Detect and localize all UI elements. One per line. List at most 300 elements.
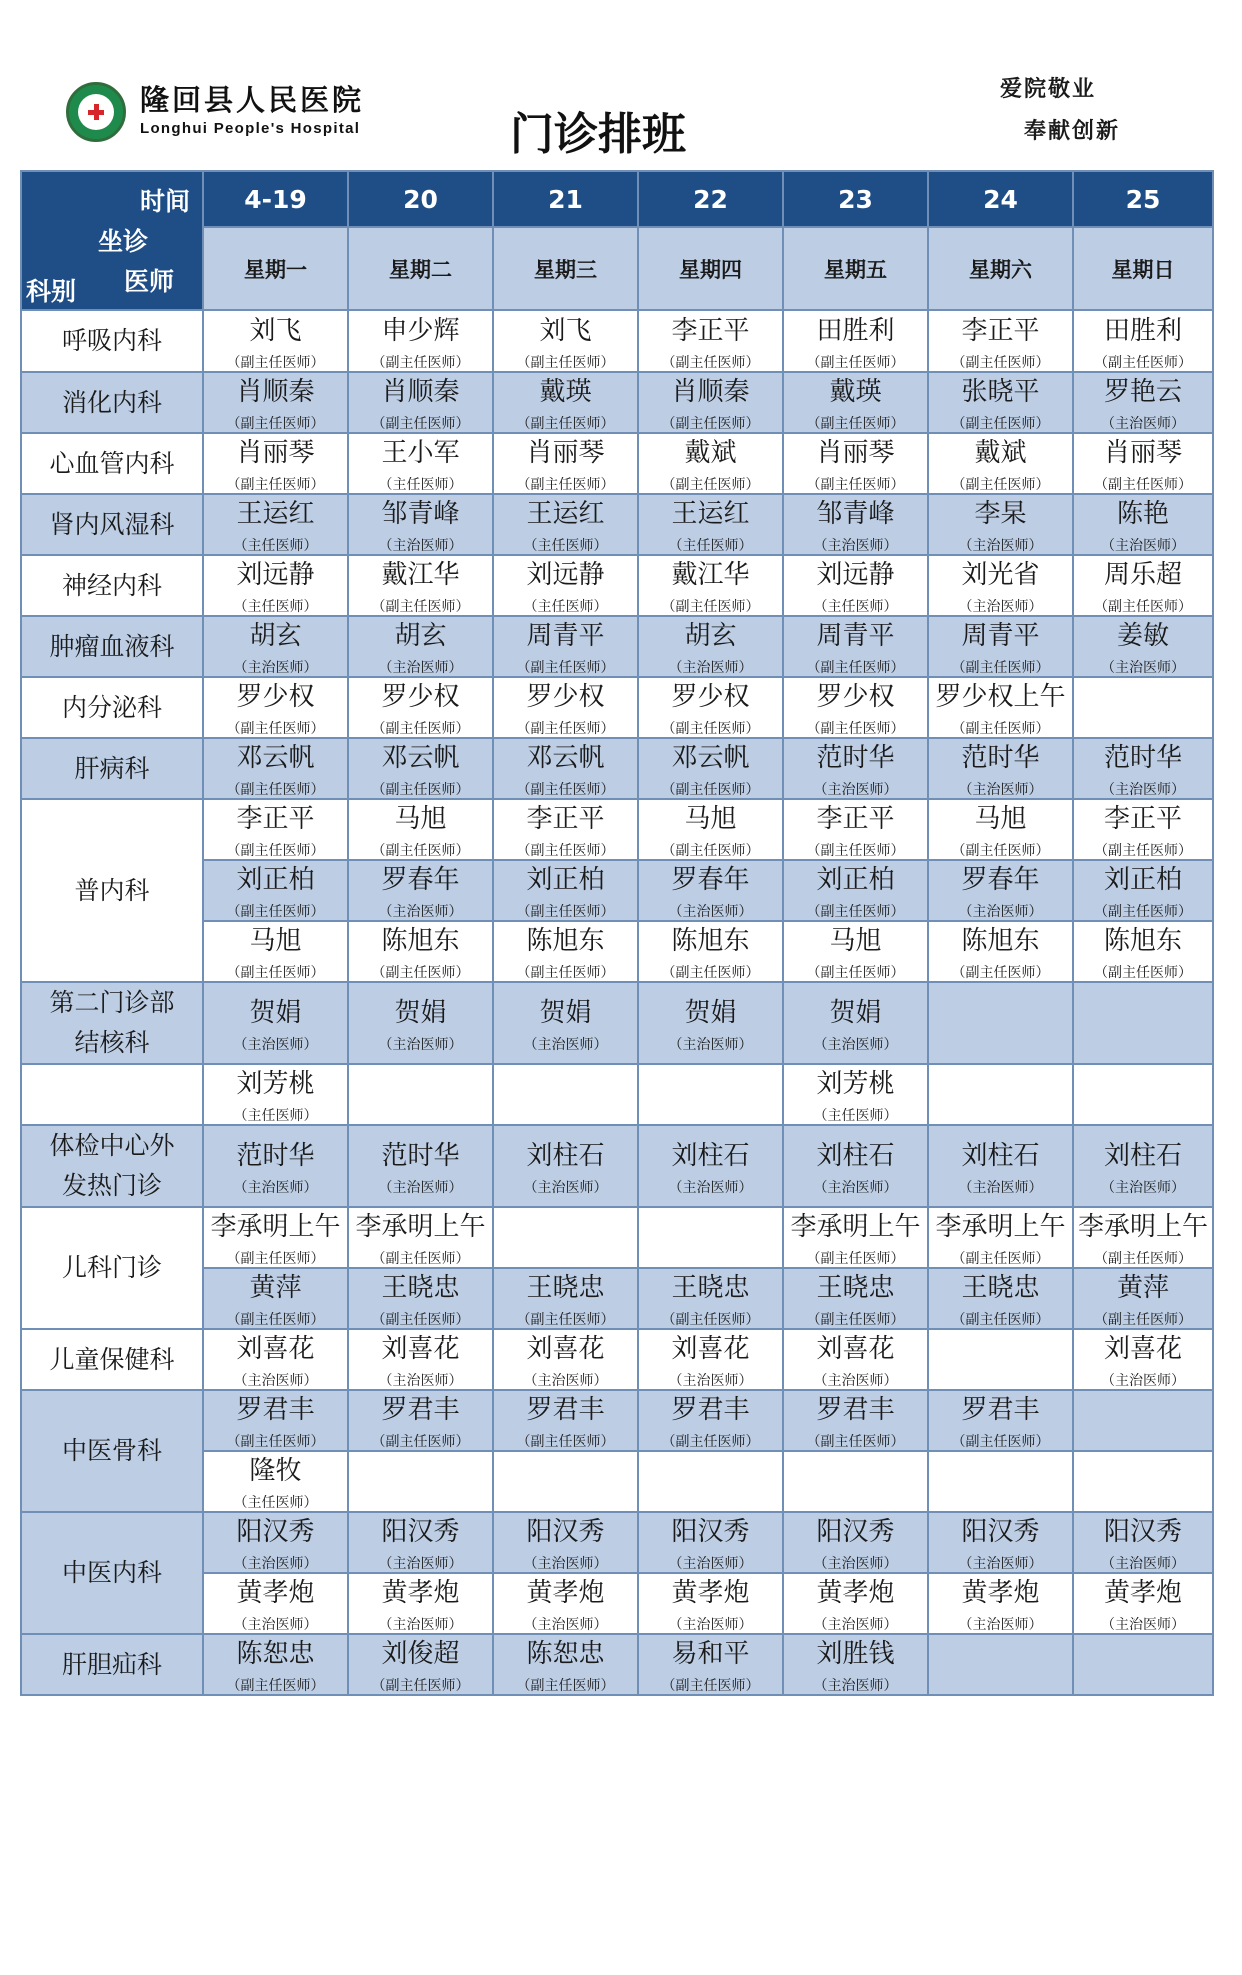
doctor-name: 周青平 xyxy=(816,621,895,651)
doctor-name: 罗少权上午 xyxy=(935,682,1066,712)
doctor-title: （副主任医师） xyxy=(371,1678,470,1694)
doctor-name: 刘喜花 xyxy=(381,1334,460,1364)
schedule-row xyxy=(21,1064,1213,1125)
doctor-name: 李承明上午 xyxy=(355,1212,486,1242)
doctor-cell xyxy=(928,1125,1073,1207)
doctor-cell xyxy=(348,494,493,555)
doctor-title: （副主任医师） xyxy=(226,477,325,493)
doctor-title: （主治医师） xyxy=(958,1179,1043,1196)
doctor-cell xyxy=(783,1268,928,1329)
doctor-cell xyxy=(928,1207,1073,1268)
schedule-row xyxy=(21,1390,1213,1451)
doctor-name: 刘远静 xyxy=(236,560,315,590)
doctor-title: （副主任医师） xyxy=(1094,354,1192,371)
doctor-cell xyxy=(928,616,1073,677)
doctor-name: 胡玄 xyxy=(249,621,302,651)
department-name: 中医内科 xyxy=(61,1558,162,1587)
department-cell xyxy=(21,1125,203,1207)
doctor-cell xyxy=(783,1634,928,1695)
doctor-name: 贺娟 xyxy=(394,997,447,1028)
doctor-name: 刘飞 xyxy=(249,315,302,346)
doctor-title: （副主任医师） xyxy=(371,721,470,737)
doctor-cell xyxy=(638,310,783,372)
doctor-title: （副主任医师） xyxy=(661,1678,760,1694)
doctor-title: （主治医师） xyxy=(813,1678,898,1694)
doctor-cell xyxy=(493,1451,638,1512)
doctor-name: 刘正柏 xyxy=(816,865,895,895)
doctor-name xyxy=(1074,701,1212,705)
doctor-title: （主治医师） xyxy=(378,538,463,554)
doctor-name: 王晓忠 xyxy=(961,1273,1040,1303)
doctor-name: 刘正柏 xyxy=(236,865,315,895)
doctor-name: 阳汉秀 xyxy=(816,1517,895,1547)
doctor-cell xyxy=(348,1512,493,1573)
doctor-name xyxy=(639,1088,782,1092)
doctor-cell xyxy=(203,1329,348,1390)
doctor-name: 贺娟 xyxy=(539,997,592,1028)
doctor-title: （副主任医师） xyxy=(951,721,1050,737)
doctor-cell xyxy=(1073,1207,1213,1268)
doctor-title: （副主任医师） xyxy=(516,782,615,798)
doctor-title: （副主任医师） xyxy=(1094,477,1192,493)
department-name: 体检中心外 xyxy=(49,1131,175,1160)
doctor-cell xyxy=(783,555,928,616)
doctor-cell xyxy=(783,433,928,494)
department-name: 神经内科 xyxy=(61,570,162,600)
doctor-name: 陈恕忠 xyxy=(236,1639,315,1669)
doctor-title: （副主任医师） xyxy=(661,782,760,798)
doctor-title: （副主任医师） xyxy=(661,843,760,859)
doctor-cell xyxy=(348,310,493,372)
doctor-title: （主治医师） xyxy=(378,1373,463,1389)
doctor-cell xyxy=(638,1207,783,1268)
doctor-cell xyxy=(783,921,928,982)
doctor-title: （主治医师） xyxy=(958,599,1043,615)
doctor-cell xyxy=(348,1329,493,1390)
date-header-cell: 24 xyxy=(928,171,1073,227)
doctor-name: 罗艳云 xyxy=(1103,377,1182,407)
department-name: 内分泌科 xyxy=(61,692,162,722)
doctor-name: 陈旭东 xyxy=(961,926,1040,956)
department-name: 中医骨科 xyxy=(61,1436,162,1465)
doctor-cell xyxy=(203,738,348,799)
doctor-title: （副主任医师） xyxy=(516,904,615,920)
doctor-cell xyxy=(928,310,1073,372)
doctor-title: （副主任医师） xyxy=(951,1251,1050,1267)
doctor-cell xyxy=(348,738,493,799)
doctor-cell xyxy=(203,433,348,494)
doctor-title: （副主任医师） xyxy=(516,965,615,981)
doctor-name: 陈艳 xyxy=(1116,499,1169,529)
doctor-title: （副主任医师） xyxy=(371,416,470,432)
department-name: 结核科 xyxy=(74,1028,150,1057)
department-cell xyxy=(21,1064,203,1125)
doctor-cell xyxy=(638,1268,783,1329)
doctor-name: 陈恕忠 xyxy=(526,1639,605,1669)
doctor-name xyxy=(929,1475,1072,1479)
doctor-cell xyxy=(783,1451,928,1512)
doctor-title: （副主任医师） xyxy=(371,1312,470,1328)
doctor-title: （副主任医师） xyxy=(516,477,615,493)
doctor-title: （副主任医师） xyxy=(1094,904,1192,920)
doctor-cell xyxy=(203,921,348,982)
weekday-header-cell: 星期四 xyxy=(638,227,783,310)
department-name: 肾内风湿科 xyxy=(49,509,175,539)
doctor-name: 罗春年 xyxy=(961,865,1040,895)
doctor-cell xyxy=(638,1125,783,1207)
doctor-name: 刘喜花 xyxy=(816,1334,895,1364)
doctor-name: 罗君丰 xyxy=(236,1395,315,1425)
doctor-name: 戴瑛 xyxy=(539,377,592,407)
department-cell xyxy=(21,1329,203,1390)
doctor-cell xyxy=(783,982,928,1064)
doctor-title: （副主任医师） xyxy=(806,354,905,371)
doctor-cell xyxy=(783,1512,928,1573)
doctor-name: 肖顺秦 xyxy=(381,377,460,407)
doctor-cell xyxy=(203,616,348,677)
doctor-title: （主任医师） xyxy=(233,1108,318,1124)
department-cell xyxy=(21,1634,203,1695)
doctor-cell xyxy=(493,1573,638,1634)
doctor-cell xyxy=(1073,494,1213,555)
doctor-title: （主治医师） xyxy=(1101,1373,1185,1389)
doctor-cell xyxy=(928,433,1073,494)
doctor-cell xyxy=(928,982,1073,1064)
doctor-cell xyxy=(1073,921,1213,982)
doctor-name xyxy=(1074,1658,1212,1662)
doctor-cell xyxy=(783,1207,928,1268)
doctor-title: （主治医师） xyxy=(668,1617,753,1633)
doctor-name: 王晓忠 xyxy=(526,1273,605,1303)
doctor-name xyxy=(929,1088,1072,1092)
doctor-name: 邹青峰 xyxy=(816,499,895,529)
doctor-cell xyxy=(493,860,638,921)
doctor-name: 李正平 xyxy=(1103,804,1182,834)
weekday-header-cell: 星期日 xyxy=(1073,227,1213,310)
doctor-title: （副主任医师） xyxy=(371,965,470,981)
doctor-title: （副主任医师） xyxy=(516,1312,615,1328)
doctor-name: 田胜利 xyxy=(1103,315,1182,346)
doctor-name: 李正平 xyxy=(526,804,605,834)
doctor-name: 李正平 xyxy=(816,804,895,834)
doctor-cell xyxy=(928,1390,1073,1451)
doctor-cell xyxy=(348,555,493,616)
doctor-name: 陈旭东 xyxy=(381,926,460,956)
doctor-title: （副主任医师） xyxy=(226,721,325,737)
doctor-cell xyxy=(348,921,493,982)
doctor-cell xyxy=(493,310,638,372)
doctor-cell xyxy=(493,372,638,433)
doctor-name: 罗少权 xyxy=(816,682,895,712)
doctor-name: 马旭 xyxy=(684,804,737,834)
date-header-cell: 25 xyxy=(1073,171,1213,227)
doctor-cell xyxy=(493,1125,638,1207)
doctor-name: 戴瑛 xyxy=(829,377,882,407)
doctor-cell xyxy=(348,1268,493,1329)
doctor-title: （主治医师） xyxy=(233,1179,318,1196)
header-corner-cell xyxy=(21,171,203,310)
doctor-name: 黄孝炮 xyxy=(671,1578,750,1608)
doctor-cell xyxy=(203,555,348,616)
department-cell xyxy=(21,494,203,555)
corner-label-time: 时间 xyxy=(140,187,191,216)
date-header-cell: 20 xyxy=(348,171,493,227)
doctor-name: 戴江华 xyxy=(381,560,460,590)
doctor-cell xyxy=(203,1512,348,1573)
doctor-cell xyxy=(203,310,348,372)
doctor-title: （副主任医师） xyxy=(516,1678,615,1694)
doctor-name: 邓云帆 xyxy=(236,743,315,773)
doctor-cell xyxy=(493,555,638,616)
doctor-cell xyxy=(928,921,1073,982)
doctor-title: （主治医师） xyxy=(813,1179,898,1196)
doctor-name xyxy=(929,1353,1072,1357)
doctor-title: （副主任医师） xyxy=(516,721,615,737)
doctor-title: （主治医师） xyxy=(1101,782,1185,798)
doctor-title: （主任医师） xyxy=(233,538,318,554)
doctor-name: 李正平 xyxy=(236,804,315,834)
doctor-cell xyxy=(783,799,928,860)
doctor-title: （主治医师） xyxy=(813,782,898,798)
doctor-name: 姜敏 xyxy=(1116,621,1169,651)
doctor-title: （主治医师） xyxy=(958,538,1043,554)
doctor-title: （副主任医师） xyxy=(806,843,905,859)
doctor-title: （副主任医师） xyxy=(661,965,760,981)
doctor-name xyxy=(929,1017,1072,1021)
doctor-title: （副主任医师） xyxy=(951,660,1050,676)
doctor-title: （副主任医师） xyxy=(1094,843,1192,859)
date-header-cell: 4-19 xyxy=(203,171,348,227)
doctor-name: 范时华 xyxy=(816,743,895,773)
department-cell xyxy=(21,677,203,738)
doctor-cell xyxy=(203,982,348,1064)
doctor-name xyxy=(1074,1414,1212,1418)
doctor-cell xyxy=(493,1268,638,1329)
doctor-name: 罗君丰 xyxy=(526,1395,605,1425)
doctor-cell xyxy=(348,982,493,1064)
doctor-title: （副主任医师） xyxy=(516,416,615,432)
weekday-header-cell: 星期二 xyxy=(348,227,493,310)
page-header xyxy=(0,0,1242,170)
doctor-name: 刘柱石 xyxy=(526,1140,605,1171)
doctor-title: （主治医师） xyxy=(813,1373,898,1389)
doctor-cell xyxy=(1073,555,1213,616)
doctor-cell xyxy=(638,799,783,860)
doctor-title: （主治医师） xyxy=(523,1373,608,1389)
doctor-name: 贺娟 xyxy=(829,997,882,1028)
doctor-name: 刘飞 xyxy=(539,315,592,346)
doctor-name: 邓云帆 xyxy=(526,743,605,773)
doctor-cell xyxy=(1073,1512,1213,1573)
corner-label-doctor-2: 医师 xyxy=(124,267,175,296)
department-name: 心血管内科 xyxy=(49,448,175,478)
doctor-cell xyxy=(493,677,638,738)
doctor-title: （副主任医师） xyxy=(226,1251,325,1267)
doctor-title: （主治医师） xyxy=(233,1556,318,1572)
doctor-cell xyxy=(638,1064,783,1125)
doctor-name: 胡玄 xyxy=(394,621,447,651)
doctor-cell xyxy=(638,860,783,921)
doctor-cell xyxy=(638,677,783,738)
doctor-cell xyxy=(493,799,638,860)
doctor-title: （副主任医师） xyxy=(226,965,325,981)
doctor-cell xyxy=(638,738,783,799)
doctor-cell xyxy=(928,1634,1073,1695)
doctor-title: （主治医师） xyxy=(958,904,1043,920)
doctor-title: （主治医师） xyxy=(668,904,753,920)
doctor-cell xyxy=(928,1573,1073,1634)
doctor-name: 黄孝炮 xyxy=(236,1578,315,1608)
doctor-name: 肖顺秦 xyxy=(671,377,750,407)
doctor-title: （副主任医师） xyxy=(371,1251,470,1267)
doctor-name xyxy=(639,1231,782,1235)
doctor-title: （副主任医师） xyxy=(806,965,905,981)
doctor-name: 刘喜花 xyxy=(526,1334,605,1364)
doctor-name: 刘喜花 xyxy=(1103,1334,1182,1364)
doctor-title: （副主任医师） xyxy=(951,477,1050,493)
doctor-name xyxy=(494,1088,637,1092)
doctor-title: （副主任医师） xyxy=(806,1312,905,1328)
doctor-cell xyxy=(638,1451,783,1512)
doctor-cell xyxy=(203,677,348,738)
department-cell xyxy=(21,372,203,433)
doctor-name: 刘柱石 xyxy=(1103,1140,1182,1171)
doctor-title: （主治医师） xyxy=(233,1036,318,1053)
doctor-name: 胡玄 xyxy=(684,621,737,651)
doctor-name: 范时华 xyxy=(1103,743,1182,773)
doctor-name: 罗少权 xyxy=(526,682,605,712)
doctor-cell xyxy=(1073,1634,1213,1695)
doctor-name: 周乐超 xyxy=(1103,560,1182,590)
schedule-row xyxy=(21,433,1213,494)
doctor-cell xyxy=(1073,738,1213,799)
doctor-cell xyxy=(928,1512,1073,1573)
doctor-name: 王晓忠 xyxy=(816,1273,895,1303)
doctor-title: （主治医师） xyxy=(378,904,463,920)
doctor-name: 戴斌 xyxy=(684,438,737,468)
department-cell xyxy=(21,738,203,799)
doctor-cell xyxy=(638,1573,783,1634)
doctor-cell xyxy=(203,1125,348,1207)
doctor-name: 罗少权 xyxy=(671,682,750,712)
doctor-cell xyxy=(493,616,638,677)
doctor-cell xyxy=(783,616,928,677)
doctor-name: 马旭 xyxy=(394,804,447,834)
doctor-cell xyxy=(493,1064,638,1125)
doctor-title: （副主任医师） xyxy=(1094,1312,1192,1328)
doctor-cell xyxy=(493,1329,638,1390)
doctor-name: 阳汉秀 xyxy=(1103,1517,1182,1547)
doctor-cell xyxy=(348,799,493,860)
doctor-title: （副主任医师） xyxy=(371,782,470,798)
doctor-cell xyxy=(203,1268,348,1329)
hospital-cross-logo-icon xyxy=(66,82,126,142)
doctor-name xyxy=(784,1475,927,1479)
weekday-header-cell: 星期三 xyxy=(493,227,638,310)
doctor-cell xyxy=(783,372,928,433)
doctor-name xyxy=(349,1475,492,1479)
doctor-name xyxy=(494,1231,637,1235)
doctor-cell xyxy=(493,982,638,1064)
doctor-cell xyxy=(1073,1064,1213,1125)
department-cell xyxy=(21,310,203,372)
doctor-cell xyxy=(348,1573,493,1634)
doctor-name: 周青平 xyxy=(526,621,605,651)
motto-line-1: 爱院敬业 xyxy=(1000,76,1097,102)
doctor-title: （副主任医师） xyxy=(226,416,325,432)
doctor-cell xyxy=(1073,1390,1213,1451)
doctor-name xyxy=(1074,1088,1212,1092)
department-cell xyxy=(21,555,203,616)
doctor-title: （主治医师） xyxy=(813,538,898,554)
doctor-name: 刘柱石 xyxy=(961,1140,1040,1171)
department-cell xyxy=(21,1207,203,1329)
doctor-cell xyxy=(203,860,348,921)
doctor-name: 隆牧 xyxy=(249,1456,302,1486)
doctor-title: （副主任医师） xyxy=(226,1312,325,1328)
doctor-title: （主治医师） xyxy=(378,1556,463,1572)
doctor-title: （主治医师） xyxy=(233,660,318,676)
motto-line-2: 奉献创新 xyxy=(1024,118,1121,144)
doctor-cell xyxy=(1073,860,1213,921)
doctor-cell xyxy=(493,1207,638,1268)
doctor-cell xyxy=(203,1634,348,1695)
doctor-title: （主治医师） xyxy=(233,1617,318,1633)
doctor-name: 王小军 xyxy=(381,438,460,468)
doctor-name: 邓云帆 xyxy=(671,743,750,773)
doctor-title: （主治医师） xyxy=(1101,416,1185,432)
doctor-title: （副主任医师） xyxy=(806,416,905,432)
doctor-name: 陈旭东 xyxy=(526,926,605,956)
doctor-name: 李杲 xyxy=(974,499,1027,529)
doctor-cell xyxy=(1073,616,1213,677)
department-cell xyxy=(21,799,203,982)
doctor-name: 王运红 xyxy=(236,499,315,529)
doctor-cell xyxy=(1073,433,1213,494)
schedule-row xyxy=(21,1207,1213,1268)
doctor-name: 刘柱石 xyxy=(671,1140,750,1171)
doctor-cell xyxy=(783,1390,928,1451)
doctor-cell xyxy=(203,494,348,555)
doctor-cell xyxy=(638,1390,783,1451)
department-cell xyxy=(21,1512,203,1634)
schedule-row xyxy=(21,1125,1213,1207)
doctor-title: （副主任医师） xyxy=(951,1312,1050,1328)
doctor-name: 范时华 xyxy=(236,1140,315,1171)
doctor-title: （副主任医师） xyxy=(951,354,1050,371)
doctor-name: 黄孝炮 xyxy=(526,1578,605,1608)
doctor-name: 肖顺秦 xyxy=(236,377,315,407)
doctor-cell xyxy=(348,1634,493,1695)
doctor-title: （副主任医师） xyxy=(806,660,905,676)
doctor-name xyxy=(1074,1475,1212,1479)
doctor-title: （副主任医师） xyxy=(516,354,615,371)
corner-label-dept: 科别 xyxy=(26,277,77,306)
department-name: 呼吸内科 xyxy=(61,326,162,355)
doctor-name: 申少辉 xyxy=(381,315,460,346)
weekday-header-cell: 星期六 xyxy=(928,227,1073,310)
department-name: 发热门诊 xyxy=(61,1171,162,1200)
doctor-name: 阳汉秀 xyxy=(671,1517,750,1547)
doctor-cell xyxy=(203,1390,348,1451)
doctor-name: 马旭 xyxy=(974,804,1027,834)
doctor-cell xyxy=(638,1512,783,1573)
doctor-cell xyxy=(203,1451,348,1512)
department-cell xyxy=(21,982,203,1064)
doctor-cell xyxy=(493,494,638,555)
doctor-name: 易和平 xyxy=(671,1639,750,1669)
doctor-cell xyxy=(928,555,1073,616)
